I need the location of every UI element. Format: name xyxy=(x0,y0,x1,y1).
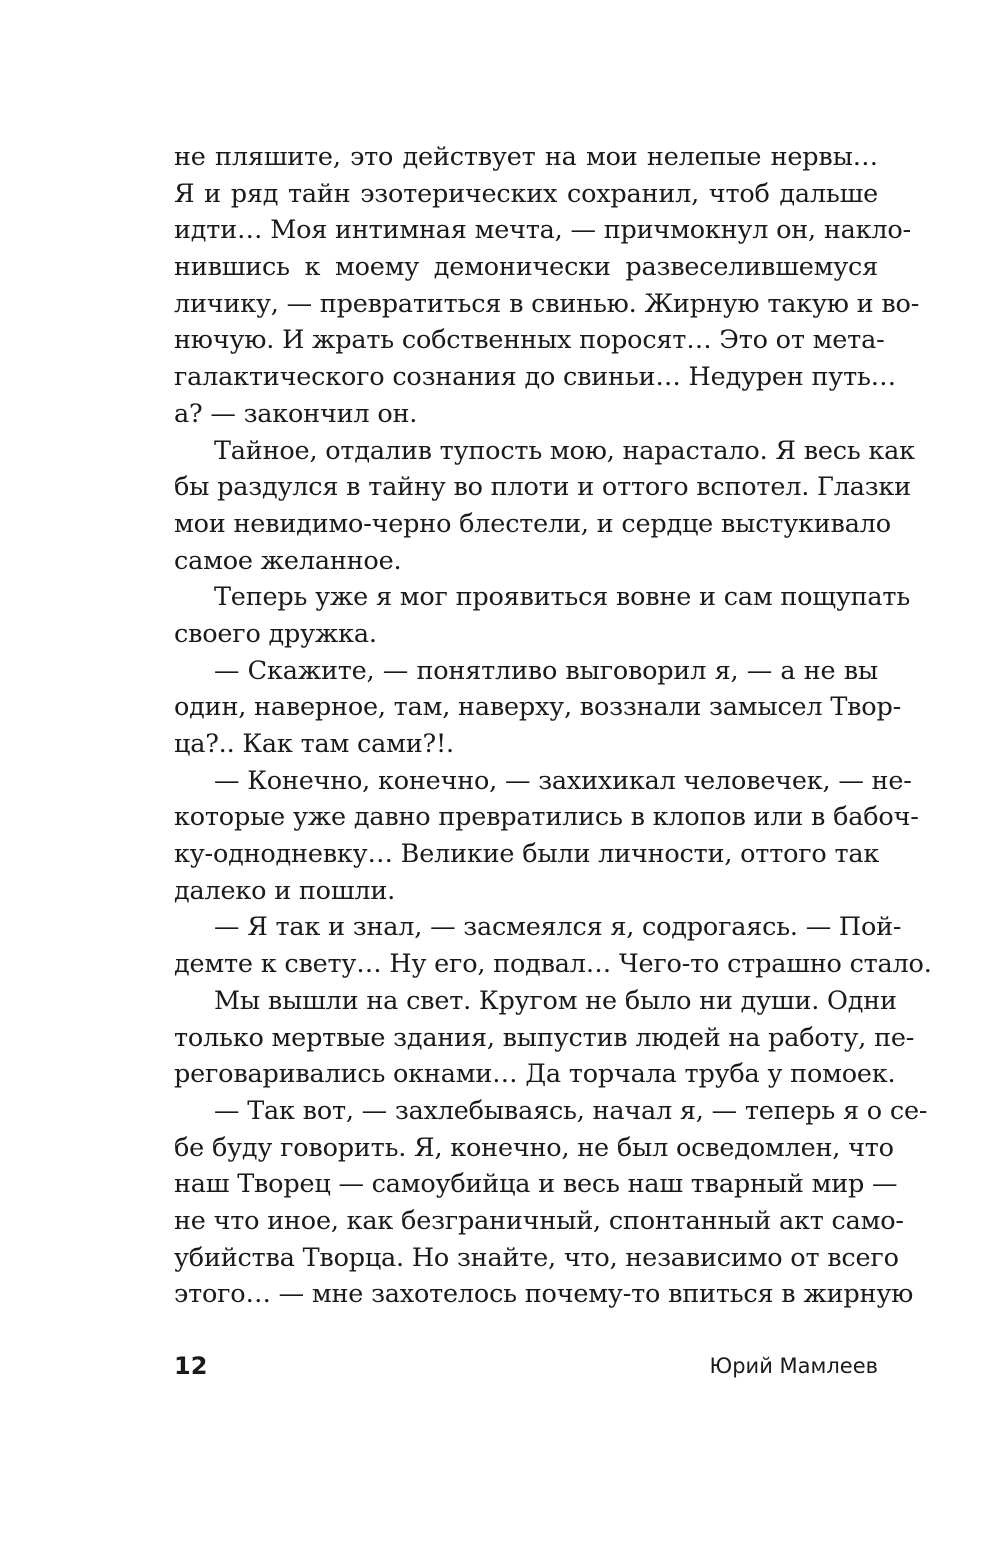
text-line: нючую. И жрать собственных поросят… Это от мета- xyxy=(174,325,885,356)
text-line: Я и ряд тайн эзотерических сохранил, чтоб дальше xyxy=(174,178,878,209)
text-line: — Конечно, конечно, — захихикал человечек, — не- xyxy=(214,765,912,796)
text-line: галактического сознания до свиньи… Недурен путь… xyxy=(174,362,896,393)
text-line: только мертвые здания, выпустив людей на работу, пе- xyxy=(174,1022,915,1053)
paragraph xyxy=(174,433,915,580)
text-line: один, наверное, там, наверху, воззнали замысел Твор- xyxy=(174,692,901,723)
page-number: 12 xyxy=(174,1352,208,1380)
text-line: не что иное, как безграничный, спонтанный акт само- xyxy=(174,1205,904,1236)
text-line: наш Творец — самоубийца и весь наш тварный мир — xyxy=(174,1169,898,1200)
text-line: ца?.. Как там сами?!. xyxy=(174,729,454,759)
text-line: Тайное, отдалив тупость мою, нарастало. Я весь как xyxy=(214,435,915,466)
text-line: — Я так и знал, — засмеялся я, содрогаясь. — Пой- xyxy=(214,912,902,943)
text-line: которые уже давно превратились в клопов или в бабоч- xyxy=(174,802,919,833)
page-footer xyxy=(174,1352,878,1384)
text-line: бы раздулся в тайну во плоти и оттого вспотел. Глазки xyxy=(174,472,911,503)
text-line: не пляшите, это действует на мои нелепые нервы… xyxy=(174,142,878,172)
page-text xyxy=(174,139,932,1313)
paragraph xyxy=(174,653,901,763)
text-line: далеко и пошли. xyxy=(174,875,396,906)
text-line: личику, — превратиться в свинью. Жирную такую и во- xyxy=(174,288,920,319)
paragraph xyxy=(174,983,915,1093)
paragraph xyxy=(174,909,932,982)
text-line: ку-однодневку… Великие были личности, оттого так xyxy=(174,839,880,870)
paragraph xyxy=(174,763,919,910)
text-line: реговаривались окнами… Да торчала труба у помоек. xyxy=(174,1059,896,1090)
text-line: Мы вышли на свет. Кругом не было ни души. Одни xyxy=(214,985,897,1016)
text-line: демте к свету… Ну его, подвал… Чего-то страшно стало. xyxy=(174,949,932,980)
running-header-author: Юрий Мамлеев xyxy=(709,1354,878,1378)
text-line: своего дружка. xyxy=(174,618,377,649)
paragraph xyxy=(174,1093,928,1313)
paragraph xyxy=(174,139,920,433)
text-line: идти… Моя интимная мечта, — причмокнул он, накло- xyxy=(174,215,911,246)
paragraph xyxy=(174,579,911,652)
text-line: этого… — мне захотелось почему-то впиться в жирную xyxy=(174,1279,914,1310)
text-line: убийства Творца. Но знайте, что, независимо от всего xyxy=(174,1242,899,1273)
text-line: самое желанное. xyxy=(174,545,402,576)
text-line: мои невидимо-черно блестели, и сердце выстукивало xyxy=(174,508,891,539)
text-line: — Скажите, — понятливо выговорил я, — а не вы xyxy=(214,655,878,686)
text-line: а? — закончил он. xyxy=(174,398,418,429)
text-line: — Так вот, — захлебываясь, начал я, — теперь я о се- xyxy=(214,1095,928,1126)
text-line: бе буду говорить. Я, конечно, не был осведомлен, что xyxy=(174,1132,894,1163)
text-line: Теперь уже я мог проявиться вовне и сам пощупать xyxy=(214,582,911,613)
text-line: нившись к моему демонически развеселившемуся xyxy=(174,252,878,283)
